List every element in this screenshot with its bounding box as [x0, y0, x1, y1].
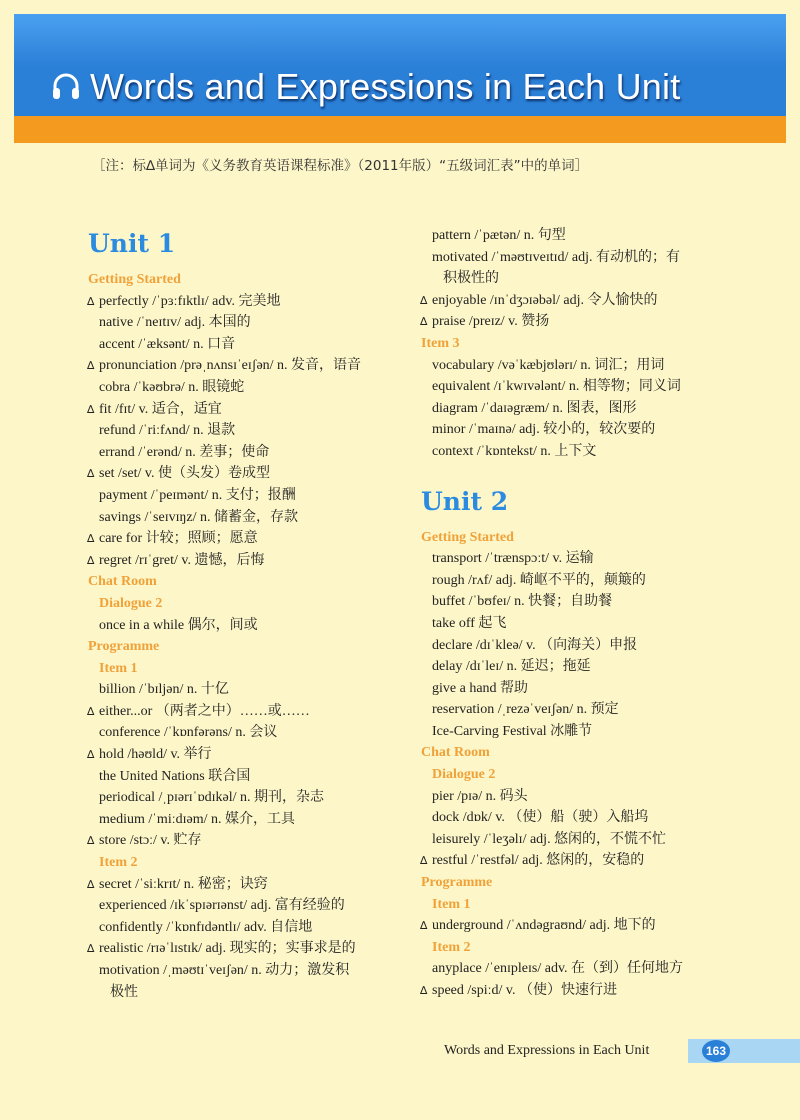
subsection-label: Item 1 — [432, 896, 471, 912]
vocab-entry: anyplace /ˈenɪpleɪs/ adv. 在（到）任何地方 — [432, 961, 684, 977]
section-label: Item 3 — [421, 335, 460, 351]
vocab-entry: accent /ˈæksənt/ n. 口音 — [99, 336, 236, 352]
vocab-entry: delay /dɪˈleɪ/ n. 延迟；拖延 — [432, 659, 591, 675]
vocab-entry: transport /ˈtrænspɔːt/ v. 运输 — [432, 551, 594, 567]
delta-marker: ∆ — [420, 854, 428, 868]
vocab-entry: diagram /ˈdaɪəgræm/ n. 图表，图形 — [432, 400, 637, 416]
vocab-entry: cobra /ˈkəʊbrə/ n. 眼镜蛇 — [99, 379, 245, 395]
vocab-entry: ∆ enjoyable /ɪnˈdʒɔɪəbəl/ adj. 令人愉快的 — [421, 290, 751, 312]
vocab-entry: rough /rʌf/ adj. 崎岖不平的，颠簸的 — [432, 572, 646, 588]
section-label: Getting Started — [88, 272, 181, 287]
left-column — [88, 225, 418, 1003]
vocab-entry: ∆ hold /həʊld/ v. 举行 — [88, 744, 418, 766]
top-margin — [0, 0, 800, 14]
footer-title: Words and Expressions in Each Unit — [444, 1043, 650, 1058]
delta-marker: ∆ — [87, 942, 95, 956]
vocab-entry: motivation /ˌməʊtɪˈveɪʃən/ n. 动力；激发积 — [99, 963, 350, 978]
vocab-entry: ∆ pronunciation /prəˌnʌnsɪˈeɪʃən/ n. 发音，语音 — [88, 355, 418, 377]
subsection-label: Item 1 — [99, 660, 138, 676]
vocab-entry: buffet /ˈbʊfeɪ/ n. 快餐；自助餐 — [432, 594, 613, 610]
vocab-entry: the United Nations 联合国 — [99, 768, 251, 784]
vocab-entry: ∆ regret /rɪˈgret/ v. 遗憾，后悔 — [88, 550, 418, 572]
vocab-entry: equivalent /ɪˈkwɪvələnt/ n. 相等物；同义词 — [432, 379, 681, 395]
delta-marker: ∆ — [420, 293, 428, 307]
subsection-label: Item 2 — [432, 939, 471, 955]
vocab-entry: pier /pɪə/ n. 码头 — [432, 788, 528, 804]
vocab-entry: Ice-Carving Festival 冰雕节 — [432, 723, 593, 739]
vocab-entry-continued: 极性 — [110, 984, 138, 1000]
vocab-entry: once in a while 偶尔，间或 — [99, 617, 258, 633]
header-orange-stripe — [14, 116, 786, 143]
unit-heading: Unit 2 — [421, 486, 509, 516]
vocab-entry: ∆ speed /spiːd/ v. （使）快速行进 — [421, 980, 751, 1002]
section-label: Programme — [88, 639, 160, 655]
section-label: Programme — [421, 875, 493, 891]
right-column — [421, 225, 751, 1002]
unit-heading: Unit 1 — [88, 229, 176, 258]
vocab-entry-continued: 积极性的 — [443, 271, 499, 287]
vocab-entry: context /ˈkɒntekst/ n. 上下文 — [432, 443, 597, 459]
vocab-entry: ∆ set /set/ v. 使（头发）卷成型 — [88, 463, 418, 485]
delta-marker: ∆ — [87, 467, 95, 481]
vocab-entry: ∆ secret /ˈsiːkrɪt/ n. 秘密；诀窍 — [88, 874, 418, 896]
vocab-entry: ∆ fit /fɪt/ v. 适合，适宜 — [88, 399, 418, 421]
vocab-entry: billion /ˈbɪljən/ n. 十亿 — [99, 682, 229, 698]
vocab-entry: take off 起飞 — [432, 615, 507, 631]
vocab-entry: native /ˈneɪtɪv/ adj. 本国的 — [99, 315, 251, 331]
vocab-entry: ∆ store /stɔː/ v. 贮存 — [88, 830, 418, 852]
vocab-entry: ∆ restful /ˈrestfəl/ adj. 悠闲的，安稳的 — [421, 850, 751, 872]
vocab-entry: leisurely /ˈleʒəlɪ/ adj. 悠闲的，不慌不忙 — [432, 831, 667, 847]
section-label: Chat Room — [88, 574, 157, 590]
vocab-entry: ∆ care for 计较；照顾；愿意 — [88, 528, 418, 550]
vocab-entry: experienced /ɪkˈspɪərɪənst/ adj. 富有经验的 — [99, 898, 345, 914]
vocab-entry: ∆ realistic /rɪəˈlɪstɪk/ adj. 现实的；实事求是的 — [88, 938, 418, 960]
delta-marker: ∆ — [420, 919, 428, 933]
vocabulary-note: ［注：标∆单词为《义务教育英语课程标准》（2011年版）“五级词汇表”中的单词］ — [92, 158, 589, 174]
page-title: Words and Expressions in Each Unit — [90, 66, 681, 107]
vocab-entry: ∆ praise /preɪz/ v. 赞扬 — [421, 311, 751, 333]
section-label: Chat Room — [421, 745, 490, 761]
delta-marker: ∆ — [87, 704, 95, 718]
headphones-icon — [50, 71, 82, 103]
delta-marker: ∆ — [87, 294, 95, 308]
delta-marker: ∆ — [87, 877, 95, 891]
delta-marker: ∆ — [420, 984, 428, 997]
vocab-entry: vocabulary /vəˈkæbjʊlərɪ/ n. 词汇；用词 — [432, 357, 665, 373]
section-label: Getting Started — [421, 529, 514, 545]
vocab-entry: refund /ˈriːfʌnd/ n. 退款 — [99, 423, 236, 439]
delta-marker: ∆ — [87, 748, 95, 762]
vocab-entry: confidently /ˈkɒnfɪdəntlɪ/ adv. 自信地 — [99, 919, 313, 935]
vocab-entry: medium /ˈmiːdɪəm/ n. 媒介，工具 — [99, 811, 295, 827]
subsection-label: Dialogue 2 — [99, 595, 163, 611]
delta-marker: ∆ — [420, 315, 428, 329]
vocab-entry: minor /ˈmaɪnə/ adj. 较小的，较次要的 — [432, 422, 656, 438]
vocab-entry: ∆ perfectly /ˈpɜːfɪktlɪ/ adv. 完美地 — [88, 291, 418, 313]
page-number: 163 — [702, 1040, 730, 1062]
subsection-label: Item 2 — [99, 855, 138, 871]
vocab-entry: declare /dɪˈkleə/ v. （向海关）申报 — [432, 637, 638, 653]
delta-marker: ∆ — [87, 402, 95, 416]
delta-marker: ∆ — [87, 834, 95, 848]
page-header — [50, 66, 680, 108]
delta-marker: ∆ — [87, 359, 95, 373]
vocab-entry: dock /dɒk/ v. （使）船（驶）入船坞 — [432, 810, 649, 826]
vocab-entry: pattern /ˈpætən/ n. 句型 — [432, 228, 566, 243]
vocab-entry: motivated /ˈməʊtɪveɪtɪd/ adj. 有动机的；有 — [432, 249, 680, 265]
vocab-entry: errand /ˈerənd/ n. 差事；使命 — [99, 444, 270, 460]
vocab-entry: savings /ˈseɪvɪŋz/ n. 储蓄金，存款 — [99, 509, 299, 525]
banner-highlight — [14, 14, 786, 68]
vocab-entry: payment /ˈpeɪmənt/ n. 支付；报酬 — [99, 487, 296, 503]
vocab-entry: periodical /ˌpɪərɪˈɒdɪkəl/ n. 期刊，杂志 — [99, 790, 325, 806]
delta-marker: ∆ — [87, 553, 95, 567]
delta-marker: ∆ — [87, 532, 95, 546]
vocab-entry: reservation /ˌrezəˈveɪʃən/ n. 预定 — [432, 702, 619, 718]
vocab-entry: conference /ˈkɒnfərəns/ n. 会议 — [99, 725, 278, 741]
vocab-entry: ∆ either...or （两者之中）……或…… — [88, 701, 418, 723]
vocab-entry: ∆ underground /ˈʌndəgraʊnd/ adj. 地下的 — [421, 915, 751, 937]
vocab-entry: give a hand 帮助 — [432, 680, 529, 696]
subsection-label: Dialogue 2 — [432, 767, 496, 783]
